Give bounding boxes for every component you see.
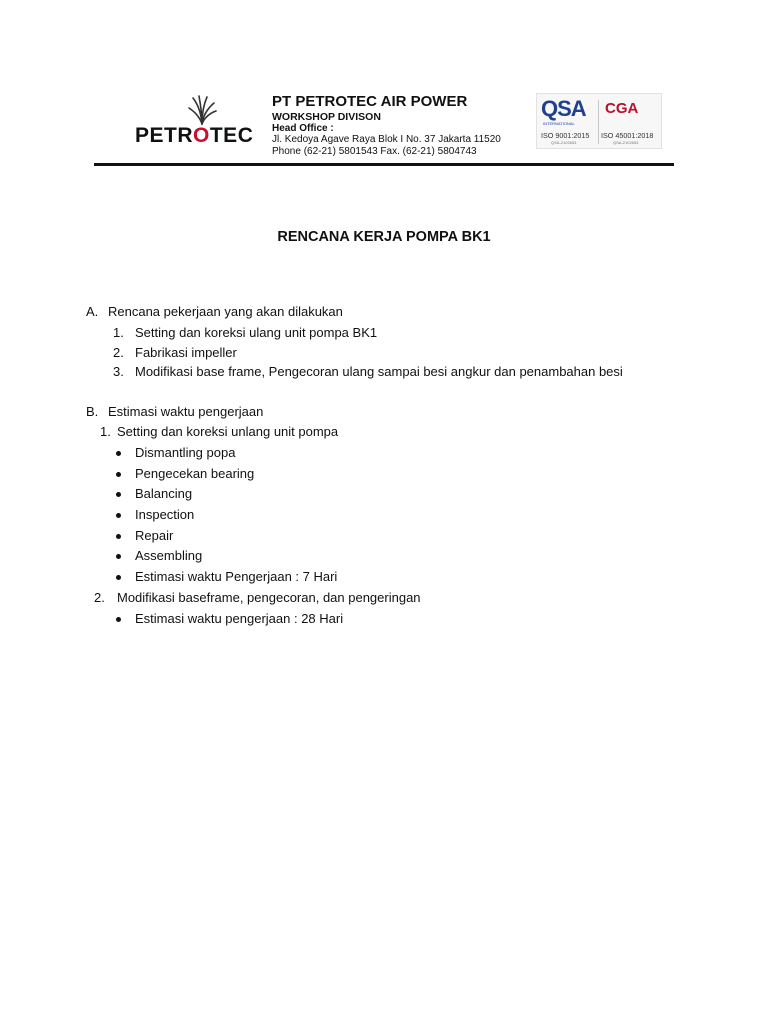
palm-logo-icon <box>187 94 217 126</box>
section-a-item-1: Setting dan koreksi ulang unit pompa BK1 <box>135 325 378 340</box>
cert-divider <box>598 100 599 144</box>
section-b-sub2-heading: Modifikasi baseframe, pengecoran, dan pengeringan <box>117 590 421 605</box>
qsa-logo: QSA <box>541 96 586 121</box>
list-item: Balancing <box>135 486 193 501</box>
iso-45001-id: QSA-2102653 <box>613 140 639 145</box>
list-item: Pengecekan bearing <box>135 466 255 481</box>
section-a-item-2-num: 2. <box>113 345 124 360</box>
company-info <box>272 93 532 157</box>
section-b-sub1-heading: Setting dan koreksi unlang unit pompa <box>117 424 339 439</box>
certification-badges <box>536 93 662 149</box>
qsa-subtitle: INTERNATIONAL <box>543 121 575 126</box>
list-item: Estimasi waktu pengerjaan : 28 Hari <box>135 611 344 626</box>
iso-9001-label: ISO 9001:2015 <box>541 131 590 140</box>
bullet-dot <box>116 451 121 456</box>
section-b-heading: Estimasi waktu pengerjaan <box>108 404 264 419</box>
bullet-dot <box>116 534 121 539</box>
section-b-sub2-num: 2. <box>94 590 105 605</box>
bullet-dot <box>116 575 121 580</box>
section-b-sub1-num: 1. <box>100 424 111 439</box>
list-item: Estimasi waktu Pengerjaan : 7 Hari <box>135 569 338 584</box>
section-a-marker: A. <box>86 304 99 319</box>
address: Jl. Kedoya Agave Raya Blok I No. 37 Jakarta 11520 <box>272 134 501 145</box>
section-a-heading: Rencana pekerjaan yang akan dilakukan <box>108 304 343 319</box>
document-title: RENCANA KERJA POMPA BK1 <box>277 229 491 245</box>
section-a-item-3-num: 3. <box>113 364 124 379</box>
bullet-dot <box>116 617 121 622</box>
bullet-dot <box>116 472 121 477</box>
section-b-marker: B. <box>86 404 99 419</box>
section-a-item-3: Modifikasi base frame, Pengecoran ulang sampai besi angkur dan penambahan besi <box>135 364 623 379</box>
bullet-dot <box>116 554 121 559</box>
list-item: Inspection <box>135 507 195 522</box>
letterhead <box>0 0 768 170</box>
phone-fax: Phone (62-21) 5801543 Fax. (62-21) 5804743 <box>272 145 477 157</box>
company-name: PT PETROTEC AIR POWER <box>272 93 468 110</box>
bullet-dot <box>116 492 121 497</box>
list-item: Repair <box>135 528 174 543</box>
logo-wordmark: PETROTEC <box>135 124 254 147</box>
cga-logo: CGA <box>605 100 639 117</box>
list-item: Dismantling popa <box>135 445 236 460</box>
iso-45001-label: ISO 45001:2018 <box>601 131 654 140</box>
section-a-item-1-num: 1. <box>113 325 124 340</box>
division-name: WORKSHOP DIVISON <box>272 111 381 123</box>
iso-9001-id: QSA-2102653 <box>551 140 577 145</box>
head-office-label: Head Office : <box>272 123 334 134</box>
section-a-item-2: Fabrikasi impeller <box>135 345 237 360</box>
petrotec-logo <box>135 94 255 154</box>
bullet-dot <box>116 513 121 518</box>
list-item: Assembling <box>135 548 203 563</box>
header-rule <box>94 163 674 166</box>
